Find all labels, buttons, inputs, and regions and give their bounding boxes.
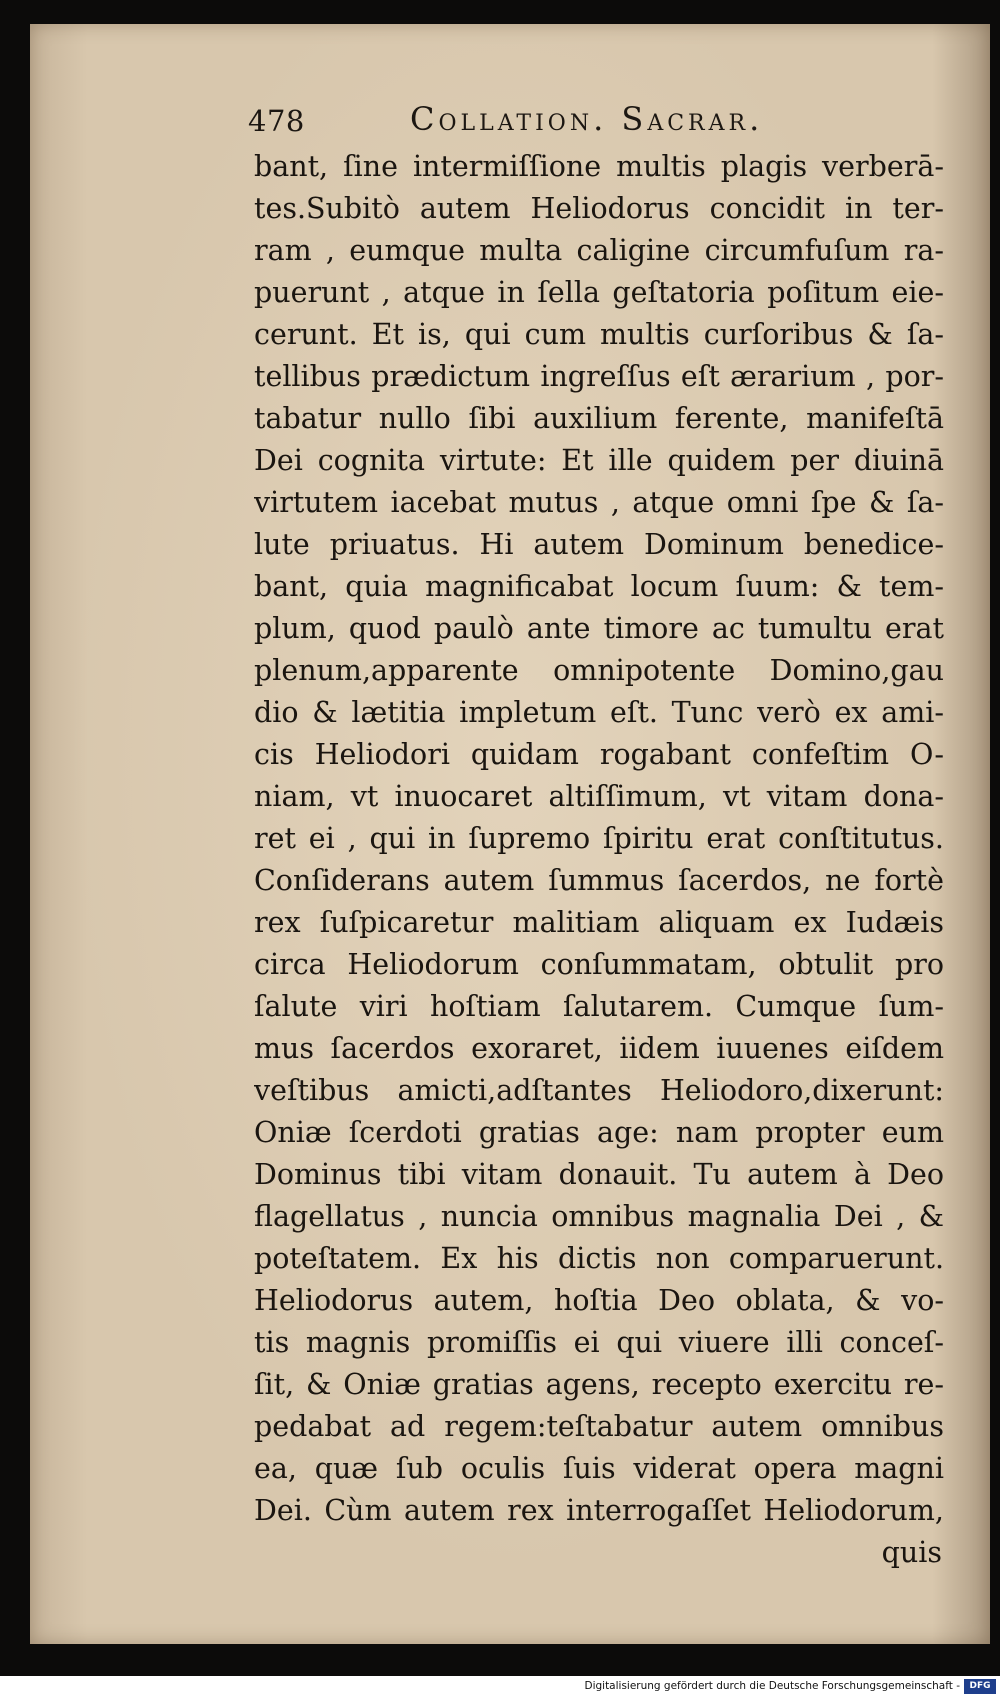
page-number: 478 xyxy=(248,104,305,138)
text-line: plenum,apparente omnipotente Domino,gau xyxy=(254,654,944,687)
text-line: ret ei , qui in ſupremo ſpiritu erat conſtitutus. xyxy=(254,822,944,855)
text-line: tabatur nullo ſibi auxilium ferente, manifeſtā xyxy=(254,402,944,435)
page-header xyxy=(248,100,938,142)
text-line: puerunt , atque in ſella geſtatoria poſitum eie- xyxy=(254,276,944,309)
text-line: ea, quæ ſub oculis ſuis viderat opera magni xyxy=(254,1452,944,1485)
text-line: dio & lætitia impletum eſt. Tunc verò ex ami- xyxy=(254,696,944,729)
text-line: ſit, & Oniæ gratias agens, recepto exercitu re- xyxy=(254,1368,944,1401)
text-line: cis Heliodori quidam rogabant confeſtim O- xyxy=(254,738,944,771)
text-line: plum, quod paulò ante timore ac tumultu erat xyxy=(254,612,944,645)
text-line: niam, vt inuocaret altiſſimum, vt vitam dona- xyxy=(254,780,944,813)
text-line: tellibus prædictum ingreſſus eſt ærarium , por- xyxy=(254,360,944,393)
book-page xyxy=(30,24,990,1644)
text-line: veſtibus amicti,adſtantes Heliodoro,dixerunt: xyxy=(254,1074,944,1107)
text-line: Dei. Cùm autem rex interrogaſſet Heliodorum, xyxy=(254,1494,944,1527)
text-line: mus ſacerdos exoraret, iidem iuuenes eiſdem xyxy=(254,1032,944,1065)
body-text xyxy=(254,146,944,1574)
text-line: bant, ſine intermiſſione multis plagis verberā- xyxy=(254,150,944,183)
funding-credit: Digitalisierung gefördert durch die Deutsche Forschungsgemeinschaft - xyxy=(584,1680,960,1692)
text-line: lute priuatus. Hi autem Dominum benedice- xyxy=(254,528,944,561)
text-line: bant, quia magnificabat locum ſuum: & tem- xyxy=(254,570,944,603)
text-line: cerunt. Et is, qui cum multis curſoribus & ſa- xyxy=(254,318,944,351)
text-line: ſalute viri hoſtiam ſalutarem. Cumque ſum- xyxy=(254,990,944,1023)
text-line: flagellatus , nuncia omnibus magnalia Dei , & xyxy=(254,1200,944,1233)
text-line: ram , eumque multa caligine circumfuſum ra- xyxy=(254,234,944,267)
text-line: Heliodorus autem, hoſtia Deo oblata, & vo- xyxy=(254,1284,944,1317)
text-line: pedabat ad regem:teſtabatur autem omnibus xyxy=(254,1410,944,1443)
dfg-logo: DFG xyxy=(964,1679,996,1694)
digitization-footer xyxy=(0,1676,1000,1698)
text-line: tis magnis promiſſis ei qui viuere illi conceſ- xyxy=(254,1326,944,1359)
text-line: Oniæ ſcerdoti gratias age: nam propter eum xyxy=(254,1116,944,1149)
catchword: quis xyxy=(881,1536,942,1569)
text-line: tes.Subitò autem Heliodorus concidit in ter- xyxy=(254,192,944,225)
text-line: Dominus tibi vitam donauit. Tu autem à Deo xyxy=(254,1158,944,1191)
running-title: Collation. Sacrar. xyxy=(410,100,764,138)
text-line: circa Heliodorum conſummatam, obtulit pro xyxy=(254,948,944,981)
text-line: Conſiderans autem ſummus ſacerdos, ne fortè xyxy=(254,864,944,897)
text-line: virtutem iacebat mutus , atque omni ſpe & ſa- xyxy=(254,486,944,519)
text-line: poteſtatem. Ex his dictis non comparuerunt. xyxy=(254,1242,944,1275)
text-line: Dei cognita virtute: Et ille quidem per diuinā xyxy=(254,444,944,477)
text-line: rex ſuſpicaretur malitiam aliquam ex Iudæis xyxy=(254,906,944,939)
